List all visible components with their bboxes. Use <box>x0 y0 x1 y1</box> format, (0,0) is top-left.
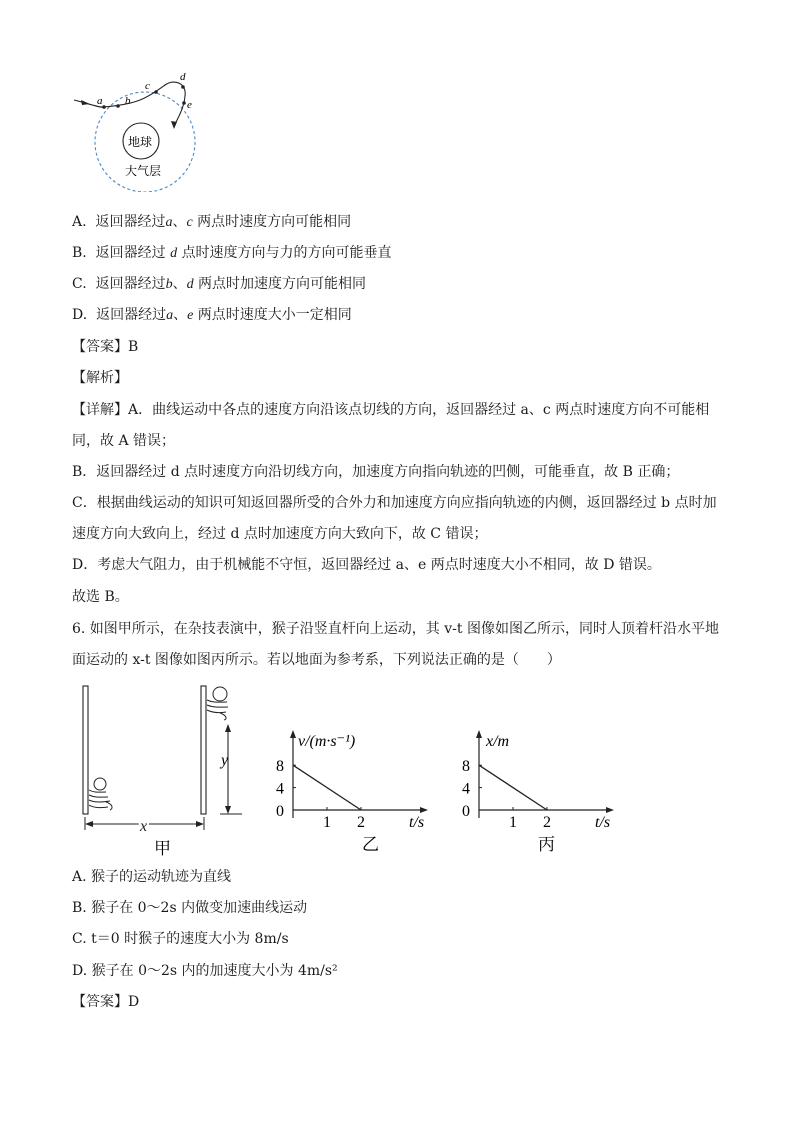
q6-option-d: D. 猴子在 0～2s 内的加速度大小为 4m/s² <box>72 963 338 979</box>
y-axis-label: x/m <box>486 733 510 750</box>
point-e-dot <box>182 101 186 105</box>
y-tick-label-8: 8 <box>276 758 284 776</box>
x-tick-label-1: 1 <box>509 814 517 831</box>
point-a-label: a <box>97 95 103 107</box>
q6-option-c: C. t＝0 时猴子的速度大小为 8m/s <box>72 931 289 947</box>
y-axis-arrow-icon <box>476 730 482 738</box>
caption-yi: 乙 <box>362 835 379 854</box>
q5-analysis-line-3: B．返回器经过 d 点时速度方向沿切线方向，加速度方向指向轨迹的凹侧，可能垂直，故 B 正确； <box>72 464 680 480</box>
earth-label: 地球 <box>128 135 153 149</box>
left-pole <box>83 686 88 814</box>
point-b-label: b <box>125 95 131 107</box>
q6-answer: 【答案】D <box>72 994 140 1010</box>
arrow-out-icon <box>171 121 177 129</box>
q5-analysis-line-5: 速度方向大致向上，经过 d 点时加速度方向大致向下，故 C 错误； <box>72 526 488 542</box>
point-b-dot <box>116 104 120 108</box>
x-tick-label-2: 2 <box>543 814 551 831</box>
x-tick-label-2: 2 <box>357 814 365 831</box>
y-axis-label: v/(m·s⁻¹) <box>298 733 356 750</box>
chart-bing <box>458 726 628 856</box>
q5-analysis-title: 【解析】 <box>72 370 128 386</box>
y-tick-label-4: 4 <box>462 780 470 798</box>
x-label: x <box>140 818 148 835</box>
q5-analysis-line-4: C．根据曲线运动的知识可知返回器所受的合外力和加速度方向应指向轨迹的内侧，返回器经过 b 点时加 <box>72 495 717 511</box>
series-line-0 <box>293 765 361 810</box>
x-axis-label: t/s <box>409 814 425 831</box>
y-arrow-up-icon <box>225 724 231 732</box>
right-pole <box>201 686 206 814</box>
x-axis-label: t/s <box>595 814 611 831</box>
q6-stem-line-1: 6. 如图甲所示，在杂技表演中，猴子沿竖直杆向上运动，其 v-t 图像如图乙所示，同时人顶着杆沿水平地 <box>72 621 719 637</box>
x-arrow-left-icon <box>85 821 93 827</box>
x-axis-arrow-icon <box>420 807 428 813</box>
point-a-dot <box>102 105 106 109</box>
q5-option-a: A. 返回器经过a、c 两点时速度方向可能相同 <box>72 214 352 230</box>
q5-analysis-line-7: 故选 B。 <box>72 589 129 605</box>
figure-jia <box>70 680 250 858</box>
q5-answer: 【答案】B <box>72 339 139 355</box>
y-axis-arrow-icon <box>290 730 296 738</box>
point-c-dot <box>154 90 158 94</box>
q5-option-d: D. 返回器经过a、e 两点时速度大小一定相同 <box>72 307 352 323</box>
point-c-label: c <box>145 80 150 92</box>
caption-jia: 甲 <box>154 839 171 858</box>
atmosphere-label: 大气层 <box>125 164 162 178</box>
q6-option-b: B. 猴子在 0～2s 内做变加速曲线运动 <box>72 900 308 916</box>
series-line-0 <box>479 765 547 810</box>
y-tick-label-0: 0 <box>276 803 284 820</box>
q6-stem-line-2: 面运动的 x-t 图像如图丙所示。若以地面为参考系，下列说法正确的是（ ） <box>72 652 561 668</box>
q5-analysis-line-1: 【详解】A．曲线运动中各点的速度方向沿该点切线的方向，返回器经过 a、c 两点时速度方向不可能相 <box>72 402 710 418</box>
q5-option-b: B. 返回器经过 d 点时速度方向与力的方向可能垂直 <box>72 245 392 261</box>
trajectory-figure <box>70 66 210 192</box>
caption-bing: 丙 <box>538 835 555 854</box>
y-arrow-down-icon <box>225 806 231 814</box>
monkey-top-icon <box>207 687 228 720</box>
y-tick-label-0: 0 <box>462 803 470 820</box>
chart-yi <box>272 726 442 856</box>
x-axis-arrow-icon <box>606 807 614 813</box>
q5-analysis-line-2: 同，故 A 错误； <box>72 433 176 449</box>
q6-option-a: A. 猴子的运动轨迹为直线 <box>72 869 232 885</box>
y-tick-label-8: 8 <box>462 758 470 776</box>
y-tick-label-4: 4 <box>276 780 284 798</box>
q5-analysis-line-6: D．考虑大气阻力，由于机械能不守恒，返回器经过 a、e 两点时速度大小不相同，故 D 错误。 <box>72 557 661 573</box>
point-e-label: e <box>187 99 192 111</box>
point-d-dot <box>181 85 185 89</box>
monkey-bottom-icon <box>89 778 112 810</box>
point-d-label: d <box>180 71 186 83</box>
q5-option-c: C. 返回器经过b、d 两点时加速度方向可能相同 <box>72 276 367 292</box>
x-arrow-right-icon <box>196 821 204 827</box>
x-tick-label-1: 1 <box>323 814 331 831</box>
y-label: y <box>221 752 229 769</box>
